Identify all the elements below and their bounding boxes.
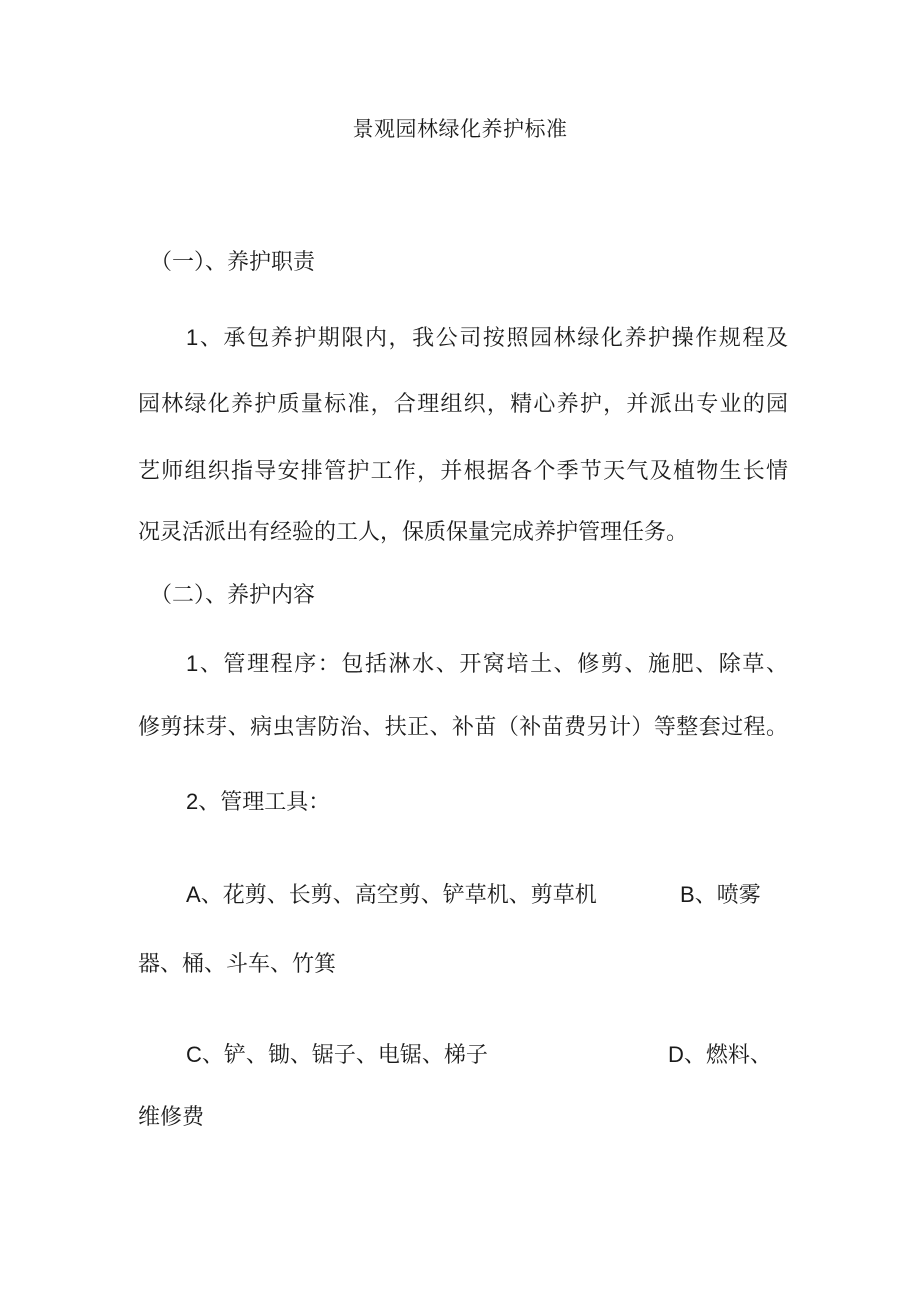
item-number: 1 (186, 651, 199, 676)
item-text: 、铲、锄、锯子、电锯、梯子 (201, 1043, 488, 1068)
paragraph-procedure-line-2: 修剪抹芽、病虫害防治、扶正、补苗（补苗费另计）等整套过程。 (138, 715, 788, 740)
paragraph-duties-line-4: 况灵活派出有经验的工人，保质保量完成养护管理任务。 (138, 520, 689, 545)
paragraph-procedure-line-1 (186, 649, 788, 680)
section-heading-duties: （一）、养护职责 (150, 250, 316, 275)
item-number: 1 (186, 325, 199, 350)
paragraph-tools-heading (186, 787, 788, 818)
paragraph-duties-line-1 (186, 323, 788, 354)
paragraph-text: 、承包养护期限内，我公司按照园林绿化养护操作规程及 (198, 326, 788, 351)
item-text: 、花剪、长剪、高空剪、铲草机、剪草机 (200, 883, 597, 908)
item-letter: A (186, 882, 201, 907)
item-letter: B (680, 882, 695, 907)
tools-item-b-continued: 器、桶、斗车、竹箕 (138, 952, 337, 977)
document-title: 景观园林绿化养护标准 (352, 117, 568, 141)
tools-item-c (186, 1040, 626, 1071)
item-text: 、喷雾 (694, 883, 761, 908)
paragraph-duties-line-2: 园林绿化养护质量标准，合理组织，精心养护，并派出专业的园 (138, 392, 788, 417)
tools-item-b (680, 880, 761, 911)
item-letter: D (668, 1042, 684, 1067)
paragraph-duties-line-3: 艺师组织指导安排管护工作，并根据各个季节天气及植物生长情 (138, 459, 788, 484)
item-letter: C (186, 1042, 202, 1067)
paragraph-text: 、管理工具： (198, 790, 331, 815)
tools-item-d (668, 1040, 772, 1071)
tools-item-d-continued: 维修费 (138, 1105, 205, 1130)
section-heading-content: （二）、养护内容 (150, 583, 316, 608)
item-text: 、燃料、 (683, 1043, 772, 1068)
paragraph-text: 、管理程序：包括淋水、开窝培土、修剪、施肥、除草、 (198, 652, 788, 677)
item-number: 2 (186, 789, 199, 814)
tools-item-a (186, 880, 626, 911)
